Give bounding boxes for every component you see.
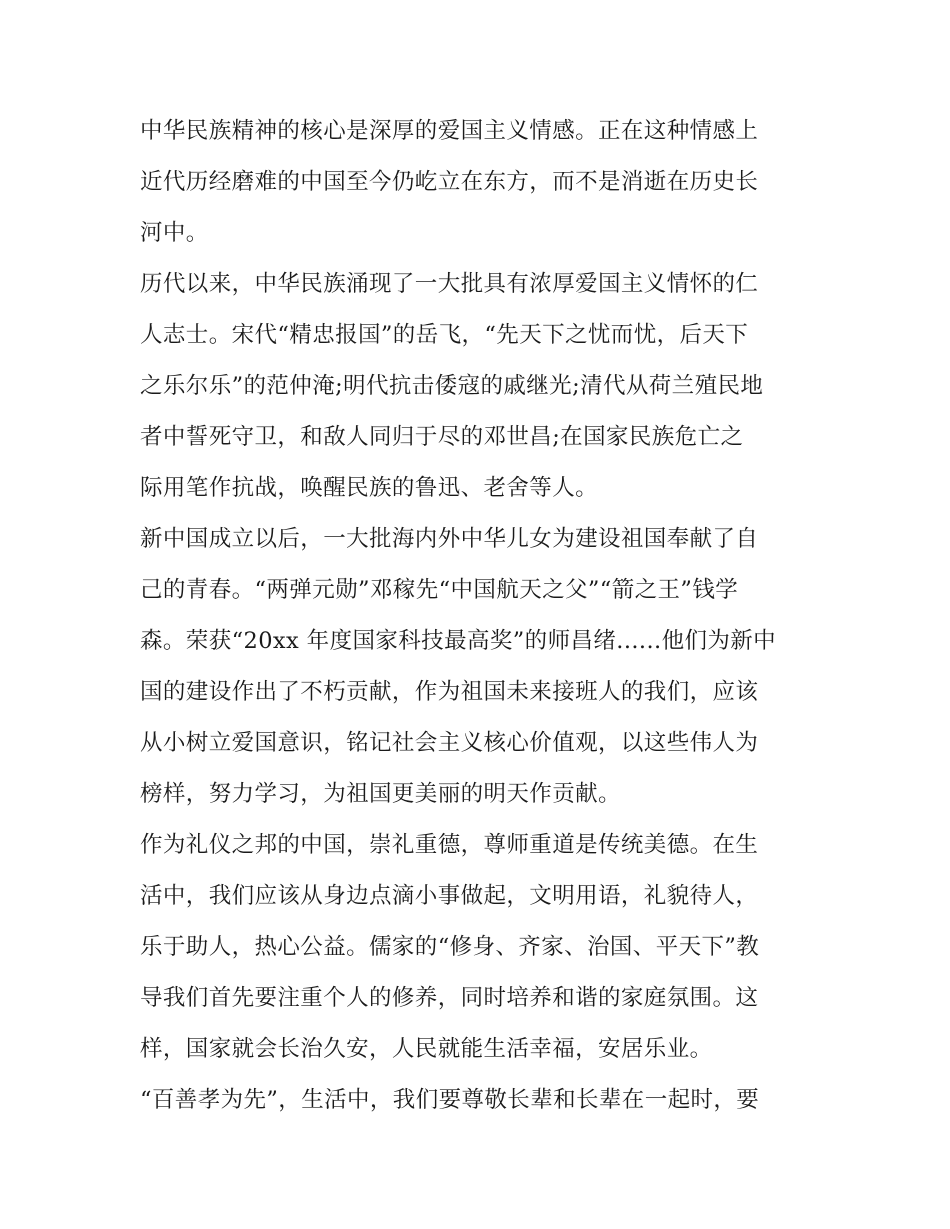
text-line: 者中誓死守卫，和敌人同归于尽的邓世昌;在国家民族危亡之 <box>140 424 744 450</box>
text-line: 乐于助人，热心公益。儒家的“修身、齐家、治国、平天下”教 <box>140 934 760 960</box>
text-line: 中华民族精神的核心是深厚的爱国主义情感。正在这种情感上 <box>140 118 759 144</box>
text-line: 己的青春。“两弹元勋”邓稼先“中国航天之父”“箭之王”钱学 <box>140 577 739 603</box>
text-line: 森。荣获“20xx 年度国家科技最高奖”的师昌绪......他们为新中 <box>140 628 777 654</box>
text-line: 历代以来，中华民族涌现了一大批具有浓厚爱国主义情怀的仁 <box>140 271 759 297</box>
text-line: 际用笔作抗战，唤醒民族的鲁迅、老舍等人。 <box>140 475 599 501</box>
text-line: 新中国成立以后，一大批海内外中华儿女为建设祖国奉献了自 <box>140 526 759 552</box>
text-line: 国的建设作出了不朽贡献，作为祖国未来接班人的我们，应该 <box>140 679 759 705</box>
text-line: 导我们首先要注重个人的修养，同时培养和谐的家庭氛围。这 <box>140 985 759 1011</box>
text-line: 从小树立爱国意识，铭记社会主义核心价值观，以这些伟人为 <box>140 730 759 756</box>
text-line: 榜样，努力学习，为祖国更美丽的明天作贡献。 <box>140 781 621 807</box>
text-line: 活中，我们应该从身边点滴小事做起，文明用语，礼貌待人， <box>140 883 759 909</box>
document-body <box>140 106 820 1126</box>
text-line: “百善孝为先”，生活中，我们要尊敬长辈和长辈在一起时，要 <box>140 1087 760 1113</box>
text-line: 作为礼仪之邦的中国，崇礼重德，尊师重道是传统美德。在生 <box>140 832 759 858</box>
text-line: 之乐尔乐”的范仲淹;明代抗击倭寇的戚继光;清代从荷兰殖民地 <box>140 373 764 399</box>
text-line: 近代历经磨难的中国至今仍屹立在东方，而不是消逝在历史长 <box>140 169 759 195</box>
text-line: 人志士。宋代“精忠报国”的岳飞，“先天下之忧而忧，后天下 <box>140 322 749 348</box>
text-line: 河中。 <box>140 220 209 246</box>
text-line: 样，国家就会长治久安，人民就能生活幸福，安居乐业。 <box>140 1036 713 1062</box>
